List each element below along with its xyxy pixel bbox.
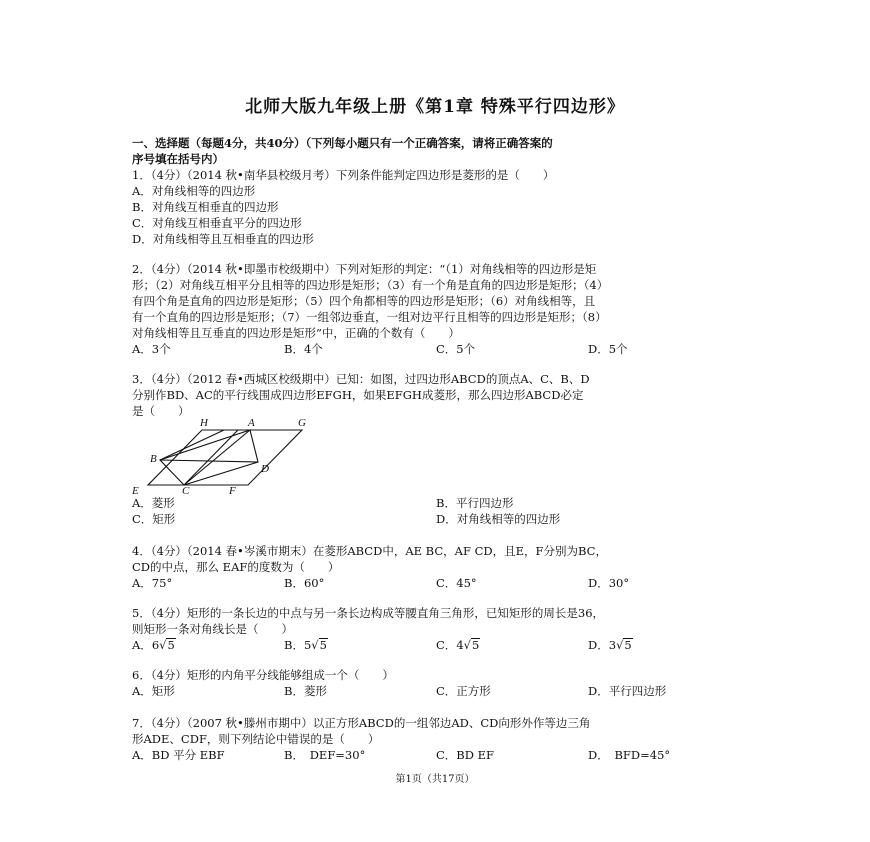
q5-option-a-label: A． — [132, 638, 152, 652]
q2-line-5: 对角线相等且互垂直的四边形是矩形”中，正确的个数有（ ） — [132, 326, 460, 340]
q2-line-4: 有一个直角的四边形是矩形；（7）一组邻边垂直，一组对边平行且相等的四边形是矩形；（8） — [132, 310, 607, 324]
q5-option-d-label: D． — [588, 638, 609, 652]
section-heading-line2: 序号填在括号内） — [132, 152, 224, 166]
q6-stem: 6．（4分）矩形的内角平分线能够组成一个（ ） — [132, 668, 394, 682]
q6-option-c: C．正方形 — [436, 684, 491, 698]
q7-option-c: C．BD EF — [436, 748, 494, 762]
line-bh — [160, 430, 224, 460]
q1-option-a: A．对角线相等的四边形 — [132, 184, 256, 198]
label-b: B — [150, 453, 157, 465]
page-footer: 第1页（共17页） — [395, 774, 475, 785]
q3-option-c: C．矩形 — [132, 512, 176, 526]
q5-option-b-coef: 5 — [303, 638, 312, 652]
q7-option-d: D． BFD=45° — [588, 748, 671, 762]
q1-stem: 1．（4分）（2014 秋•南华县校级月考）下列条件能判定四边形是菱形的是（ ） — [132, 168, 555, 182]
label-c: C — [182, 485, 190, 496]
q5-option-a: A．6√5 — [132, 638, 175, 652]
q3-option-d: D．对角线相等的四边形 — [436, 512, 561, 526]
q3-option-b: B．平行四边形 — [436, 496, 514, 510]
q3-figure — [128, 412, 318, 496]
q5-option-b-label: B． — [284, 638, 304, 652]
q5-option-d: D．3√5 — [588, 638, 632, 652]
q7-option-b: B． DEF=30° — [284, 748, 366, 762]
q7-option-a: A．BD 平分 EBF — [132, 748, 225, 762]
q5-option-c: C．4√5 — [436, 638, 480, 652]
q5-option-c-coef: 4 — [456, 638, 464, 652]
q3-option-a: A．菱形 — [132, 496, 175, 510]
q5-option-c-label: C． — [436, 638, 457, 652]
q5-line-2: 则矩形一条对角线长是（ ） — [132, 622, 293, 636]
q5-option-d-coef: 3 — [608, 638, 617, 652]
q5-line-1: 5．（4分）矩形的一条长边的中点与另一条长边构成等腰直角三角形，已知矩形的周长是36， — [132, 606, 605, 620]
q4-option-a: A．75° — [132, 576, 173, 590]
label-h: H — [200, 417, 208, 429]
q2-option-c: C．5个 — [436, 342, 476, 356]
q7-line-2: 形ADE、CDF，则下列结论中错误的是（ ） — [132, 732, 380, 746]
q2-line-3: 有四个角是直角的四边形是矩形；（5）四个角都相等的四边形是矩形；（6）对角线相等，且 — [132, 294, 596, 308]
q4-option-b: B．60° — [284, 576, 325, 590]
q5-option-b: B．5√5 — [284, 638, 327, 652]
q6-option-d: D．平行四边形 — [588, 684, 667, 698]
q3-line-1: 3．（4分）（2012 春•西城区校级期中）已知：如图，过四边形ABCD的顶点A、C、B、D — [132, 372, 590, 386]
q2-line-2: 形；（2）对角线互相平分且相等的四边形是矩形；（3）有一个角是直角的四边形是矩形；（4） — [132, 278, 609, 292]
q5-option-a-radicand: 5 — [167, 638, 175, 652]
q6-option-a: A．矩形 — [132, 684, 175, 698]
q4-option-d: D．30° — [588, 576, 630, 590]
label-a: A — [248, 417, 255, 429]
q5-option-d-radicand: 5 — [624, 638, 632, 652]
q1-option-b: B．对角线互相垂直的四边形 — [132, 200, 279, 214]
label-e: E — [132, 485, 139, 496]
label-g: G — [298, 417, 306, 429]
page-title: 北师大版九年级上册《第1章 特殊平行四边形》 — [245, 97, 625, 117]
q3-line-3: 是（ ） — [132, 404, 190, 418]
q5-option-b-radicand: 5 — [319, 638, 327, 652]
q7-line-1: 7．（4分）（2007 秋•滕州市期中）以正方形ABCD的一组邻边AD、CD向形外作等边三角 — [132, 716, 591, 730]
q2-option-b: B．4个 — [284, 342, 323, 356]
q1-option-c: C．对角线互相垂直平分的四边形 — [132, 216, 302, 230]
label-d: D — [261, 463, 269, 475]
q6-option-b: B．菱形 — [284, 684, 327, 698]
section-heading-line1: 一、选择题（每题4分，共40分）（下列每小题只有一个正确答案，请将正确答案的 — [132, 136, 553, 150]
q1-option-d: D．对角线相等且互相垂直的四边形 — [132, 232, 314, 246]
q5-option-a-coef: 6 — [151, 638, 160, 652]
q3-line-2: 分别作BD、AC的平行线围成四边形EFGH，如果EFGH成菱形，那么四边形ABCD必定 — [132, 388, 584, 402]
q5-option-c-radicand: 5 — [471, 638, 480, 652]
q4-line-2: CD的中点，那么 EAF的度数为（ ） — [132, 560, 340, 574]
q2-option-d: D．5个 — [588, 342, 628, 356]
q2-option-a: A．3个 — [132, 342, 171, 356]
q4-line-1: 4．（4分）（2014 春•岑溪市期末）在菱形ABCD中，AE BC，AF CD，且E，F分别为BC， — [132, 544, 607, 558]
q2-line-1: 2．（4分）（2014 秋•即墨市校级期中）下列对矩形的判定：“（1）对角线相等的四边形是矩 — [132, 262, 597, 276]
label-f: F — [229, 485, 236, 496]
q4-option-c: C．45° — [436, 576, 477, 590]
